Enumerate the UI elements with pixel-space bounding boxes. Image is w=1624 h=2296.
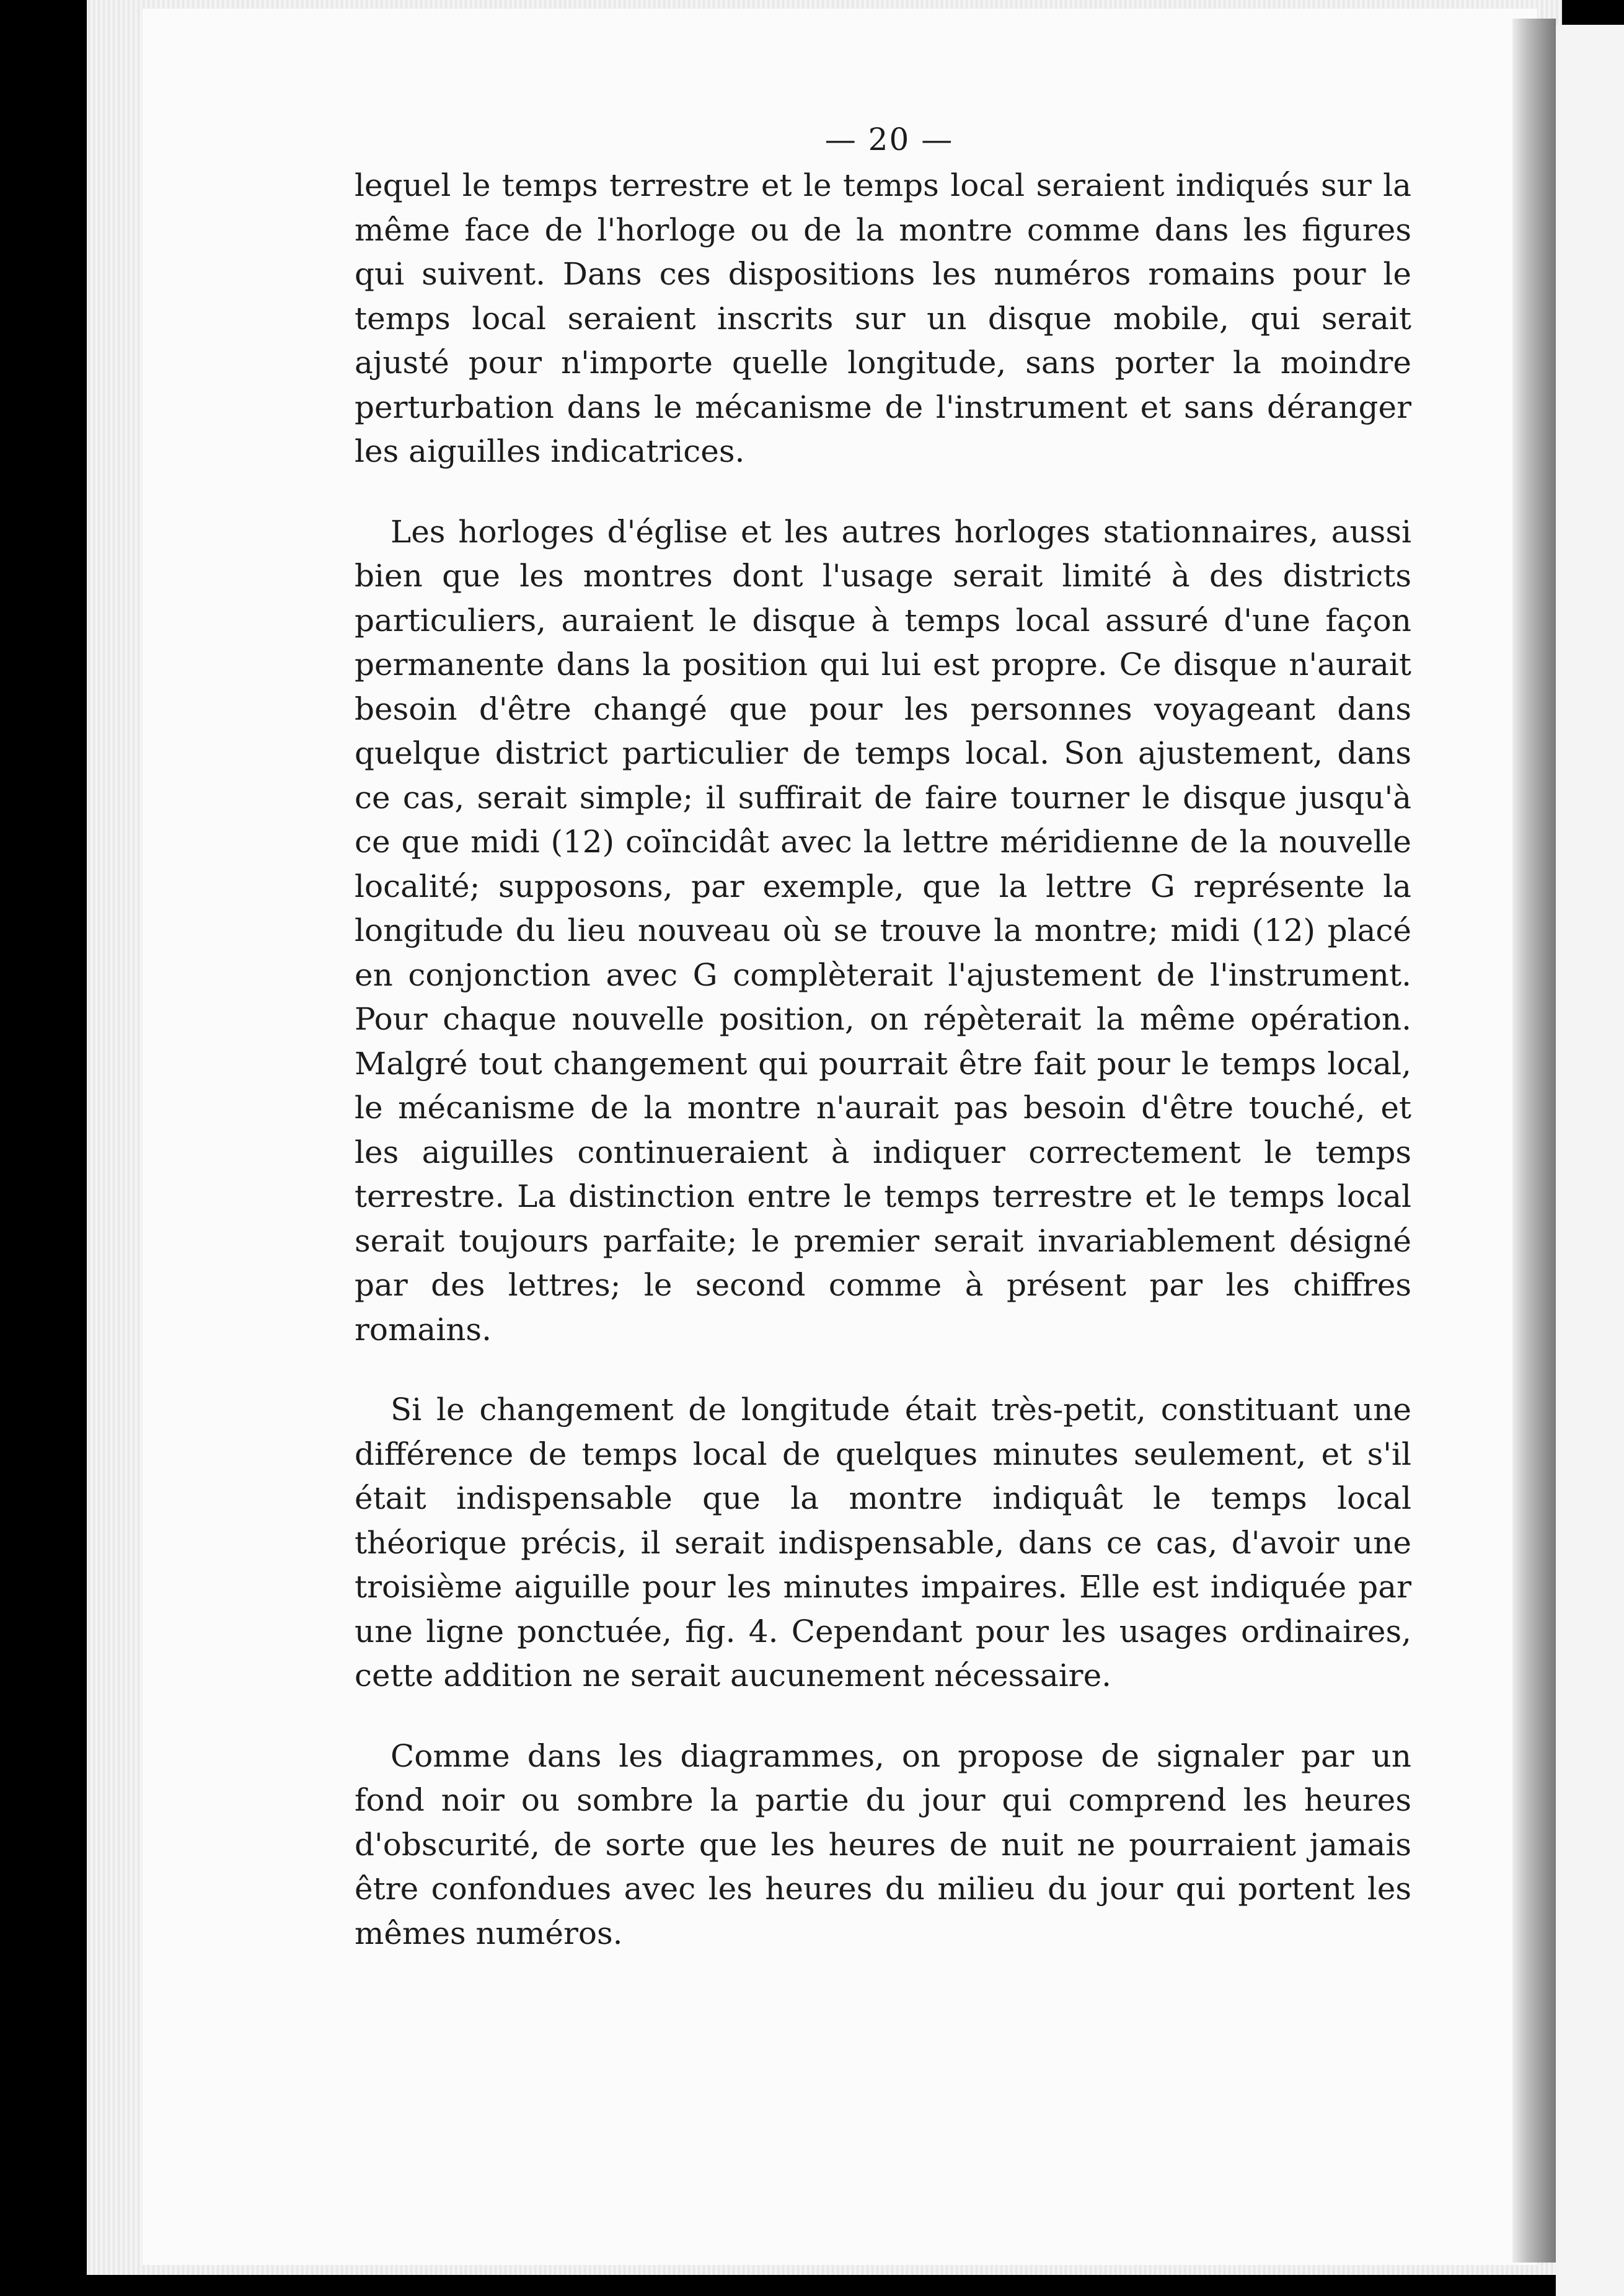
page-gutter-shadow	[1512, 19, 1556, 2263]
page-number: — 20 —	[824, 121, 954, 157]
paragraph-2: Les horloges d'église et les autres horloges stationnaires, aussi bien que les montres dont l'usage serait limité à des districts particuliers, auraient le disque à temps local assuré d'une façon permanente dans la position qui lui est propre. Ce disque n'aurait besoin d'être changé que pour les personnes voyageant dans quelque district particulier de temps local. Son ajustement, dans ce cas, serait simple; il suffirait de faire tourner le disque jusqu'à ce que midi (12) coïncidât avec la lettre méridienne de la nouvelle localité; supposons, par exemple, que la lettre G représente la longitude du lieu nouveau où se trouve la montre; midi (12) placé en conjonction avec G complèterait l'ajustement de l'instrument. Pour chaque nouvelle position, on répèterait la même opération. Malgré tout changement qui pourrait être fait pour le temps local, le mécanisme de la montre n'aurait pas besoin d'être touché, et les aiguilles continueraient à indiquer correctement le temps terrestre. La distinction entre le temps terrestre et le temps local serait toujours parfaite; le premier serait invariablement désigné par des lettres; le second comme à présent par les chiffres romains.	[355, 513, 1411, 1348]
paragraph-4: Comme dans les diagrammes, on propose de signaler par un fond noir ou sombre la partie du jour qui comprend les heures d'obscurité, de sorte que les heures de nuit ne pourraient jamais être confondues avec les heures du milieu du jour qui portent les mêmes numéros.	[355, 1737, 1411, 1951]
paragraph-3: Si le changement de longitude était très-petit, constituant une différence de temps local de quelques minutes seulement, et s'il était indispensable que la montre indiquât le temps local théorique précis, il serait indispensable, dans ce cas, d'avoir une troisième aiguille pour les minutes impaires. Elle est indiquée par une ligne ponctuée, fig. 4. Cependant pour les usages ordinaires, cette addition ne serait aucunement nécessaire.	[355, 1392, 1411, 1693]
paragraph-1: lequel le temps terrestre et le temps local seraient indiqués sur la même face de l'horloge ou de la montre comme dans les figures qui suivent. Dans ces dispositions les numéros romains pour le temps local seraient inscrits sur un disque mobile, qui serait ajusté pour n'importe quelle longitude, sans porter la moindre perturbation dans le mécanisme de l'instrument et sans déranger les aiguilles indicatrices.	[355, 167, 1411, 469]
page-text-block	[355, 118, 1411, 1956]
facing-page-edge	[1556, 25, 1624, 2296]
